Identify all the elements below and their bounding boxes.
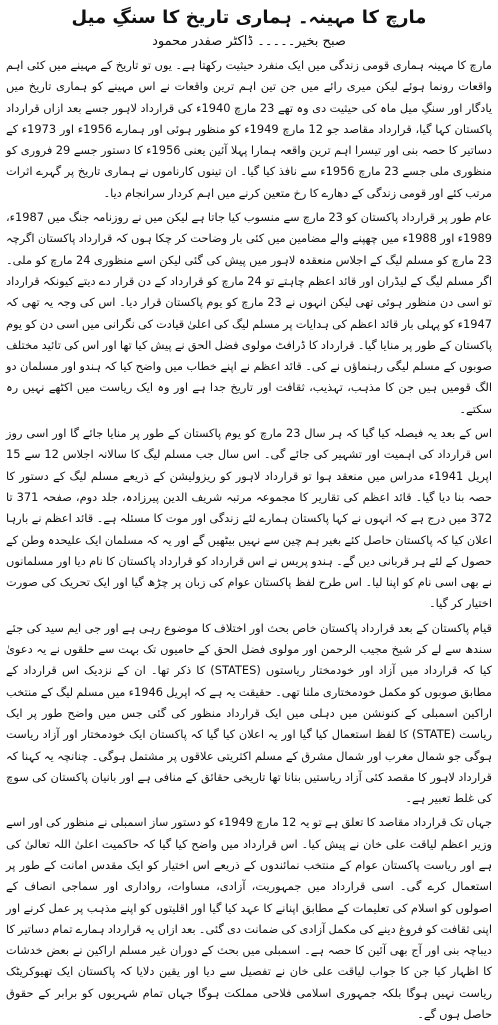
paragraph-2: عام طور پر قرارداد پاکستان کو 23 مارچ سے منسوب کیا جاتا ہے لیکن میں نے روزنامہ جنگ میں 1987ء، 1989ء اور 1988ء میں چھپنے والے مضامین میں کئی بار وضاحت کر چکا ہوں کہ قرارداد پاکستان اگرچہ 23 مارچ کو مسلم لیگ کے اجلاس منعقدہ لاہور میں پیش کی گئی لیکن اسے منظوری 24 مارچ کو ملی۔ اگر مسلم لیگ کے لیڈران اور قائد اعظم چاہتے تو 24 مارچ کو قرارداد کے دن قرار دے دیتے کیونکہ قرارداد تو اسی دن منظور ہوئی تھی لیکن انہوں نے 23 مارچ کو یوم پاکستان قرار دیا۔ اس کی وجہ یہ تھی کہ 1947ء کو پہلی بار قائد اعظم کی ہدایات پر مسلم لیگ کی اعلیٰ قیادت کی نگرانی میں اسی دن کو یوم پاکستان کے طور پر منایا گیا۔ قرارداد کا ڈرافٹ مولوی فضل الحق نے پیش کیا تھا اور اس کی تائید مختلف صوبوں کے مسلم لیگی رہنماؤں نے کی۔ قائد اعظم نے اپنے خطاب میں واضح کیا کہ ہندو اور مسلمان دو الگ قومیں ہیں جن کا مذہب، تہذیب، ثقافت اور تاریخ جدا ہے اور وہ ایک ریاست میں اکٹھے نہیں رہ سکتے۔ — [6, 210, 493, 416]
paragraph-3: اس کے بعد یہ فیصلہ کیا گیا کہ ہر سال 23 مارچ کو یوم پاکستان کے طور پر منایا جائے گا اور اسی روز اس قرارداد کی اہمیت اور تشہیر کی جائے گی۔ اس سال جب مسلم لیگ کا سالانہ اجلاس 12 سے 15 اپریل 1941ء مدراس میں منعقد ہوا تو قرارداد لاہور کو ریزولیشن کے ذریعے مسلم لیگ کے دستور کا حصہ بنا دیا گیا۔ قائد اعظم کی تقاریر کا مجموعہ مرتبہ شریف الدین پیرزادہ، جلد دوم، صفحہ 371 تا 372 میں درج ہے کہ انہوں نے کہا پاکستان ہمارے لئے زندگی اور موت کا مسئلہ ہے۔ قائد اعظم نے بارہا اعلان کیا کہ پاکستان حاصل کئے بغیر ہم چین سے نہیں بیٹھیں گے اور یہ کہ مسلمان ایک علیحدہ وطن کے حصول کے لئے ہر قربانی دیں گے۔ ہندو پریس نے اس قرارداد کو قرارداد پاکستان کا نام دیا اور مسلمانوں نے بھی اسی نام کو اپنا لیا۔ اس طرح لفظ پاکستان عوام کی زبان پر چڑھ گیا اور ایک تحریک کی صورت اختیار کر گیا۔ — [6, 426, 492, 611]
paragraph-5: جہاں تک قرارداد مقاصد کا تعلق ہے تو یہ 12 مارچ 1949ء کو دستور ساز اسمبلی نے منظور کی اور اسے وزیر اعظم لیاقت علی خان نے پیش کیا۔ اس قرارداد میں واضح کیا گیا کہ حاکمیت اعلیٰ اللہ تعالیٰ کی ہے اور ریاست پاکستان عوام کے منتخب نمائندوں کے ذریعے اس اختیار کو ایک مقدس امانت کے طور پر استعمال کرے گی۔ اسی قرارداد میں جمہوریت، آزادی، مساوات، رواداری اور سماجی انصاف کے اصولوں کو اسلام کی تعلیمات کے مطابق اپنانے کا عہد کیا گیا اور اقلیتوں کو اپنے مذہب پر عمل کرنے اور اپنی ثقافت کو فروغ دینے کی مکمل آزادی کی ضمانت دی گئی۔ بعد ازاں یہ قرارداد ہمارے تمام دساتیر کا دیباچہ بنی اور آج بھی آئین کا حصہ ہے۔ اسمبلی میں بحث کے دوران غیر مسلم اراکین نے بعض خدشات کا اظہار کیا جن کا جواب لیاقت علی خان نے تفصیل سے دیا اور یقین دلایا کہ پاکستان ایک تھیوکریٹک ریاست نہیں ہوگا بلکہ جمہوری اسلامی فلاحی مملکت ہوگا جہاں تمام شہریوں کو برابر کے حقوق حاصل ہوں گے۔ — [6, 815, 492, 1022]
paragraph-4: قیام پاکستان کے بعد قرارداد پاکستان خاص بحث اور اختلاف کا موضوع رہی ہے اور جی ایم سید کی جئے سندھ سے لے کر شیخ مجیب الرحمن اور مولوی فضل الحق کے حامیوں تک بہت سے حلقوں نے یہ دعویٰ کیا کہ قرارداد میں آزاد اور خودمختار ریاستوں (STATES) کا ذکر تھا۔ ان کے نزدیک اس قرارداد کے مطابق صوبوں کو مکمل خودمختاری ملنا تھی۔ حقیقت یہ ہے کہ اپریل 1946ء میں مسلم لیگ کے منتخب اراکین اسمبلی کے کنونشن میں دہلی میں ایک قرارداد منظور کی گئی جس میں واضح طور پر ایک ریاست (STATE) کا لفظ استعمال کیا گیا اور یہ اعلان کیا گیا کہ پاکستان ایک خودمختار اور آزاد ریاست ہوگی جو شمال مغرب اور شمال مشرق کے مسلم اکثریتی علاقوں پر مشتمل ہوگی۔ چنانچہ یہ کہنا کہ قرارداد لاہور کا مقصد کئی آزاد ریاستیں بنانا تھا تاریخی حقائق کے منافی ہے اور بانیان پاکستان کی سوچ کی غلط تعبیر ہے۔ — [6, 620, 492, 806]
paragraph-1: مارچ کا مہینہ ہماری قومی زندگی میں ایک منفرد حیثیت رکھتا ہے۔ یوں تو تاریخ کے مہینے میں کئی اہم واقعات رونما ہوئے لیکن میری رائے میں جن تین اہم ترین واقعات نے اس مہینے کو ہماری تاریخ میں یادگار اور سنگِ میل ماہ کی حیثیت دی وہ تھے 23 مارچ 1940ء کی قرارداد لاہور جسے بعد ازاں قرارداد پاکستان کہا گیا، قرارداد مقاصد جو 12 مارچ 1949ء کو منظور ہوئی اور ہمارے 1956ء اور 1973ء کے دساتیر کا حصہ بنی اور تیسرا اہم ترین واقعہ ہمارا پہلا آئین یعنی 1956ء کا دستور جسے 29 فروری کو منظوری ملی جسے 23 مارچ 1956ء سے نافذ کیا گیا۔ ان تینوں کارناموں نے ہماری تاریخ پر گہرے اثرات مرتب کئے اور قومی زندگی کے دھارے کا رخ متعین کرنے میں اہم کردار سرانجام دیا۔ — [6, 58, 492, 200]
article-title: مارچ کا مہینہ۔ ہماری تاریخ کا سنگِ میل — [71, 7, 427, 28]
article-byline: صبح بخیر۔۔۔۔۔ ڈاکٹر صفدر محمود — [152, 34, 346, 49]
